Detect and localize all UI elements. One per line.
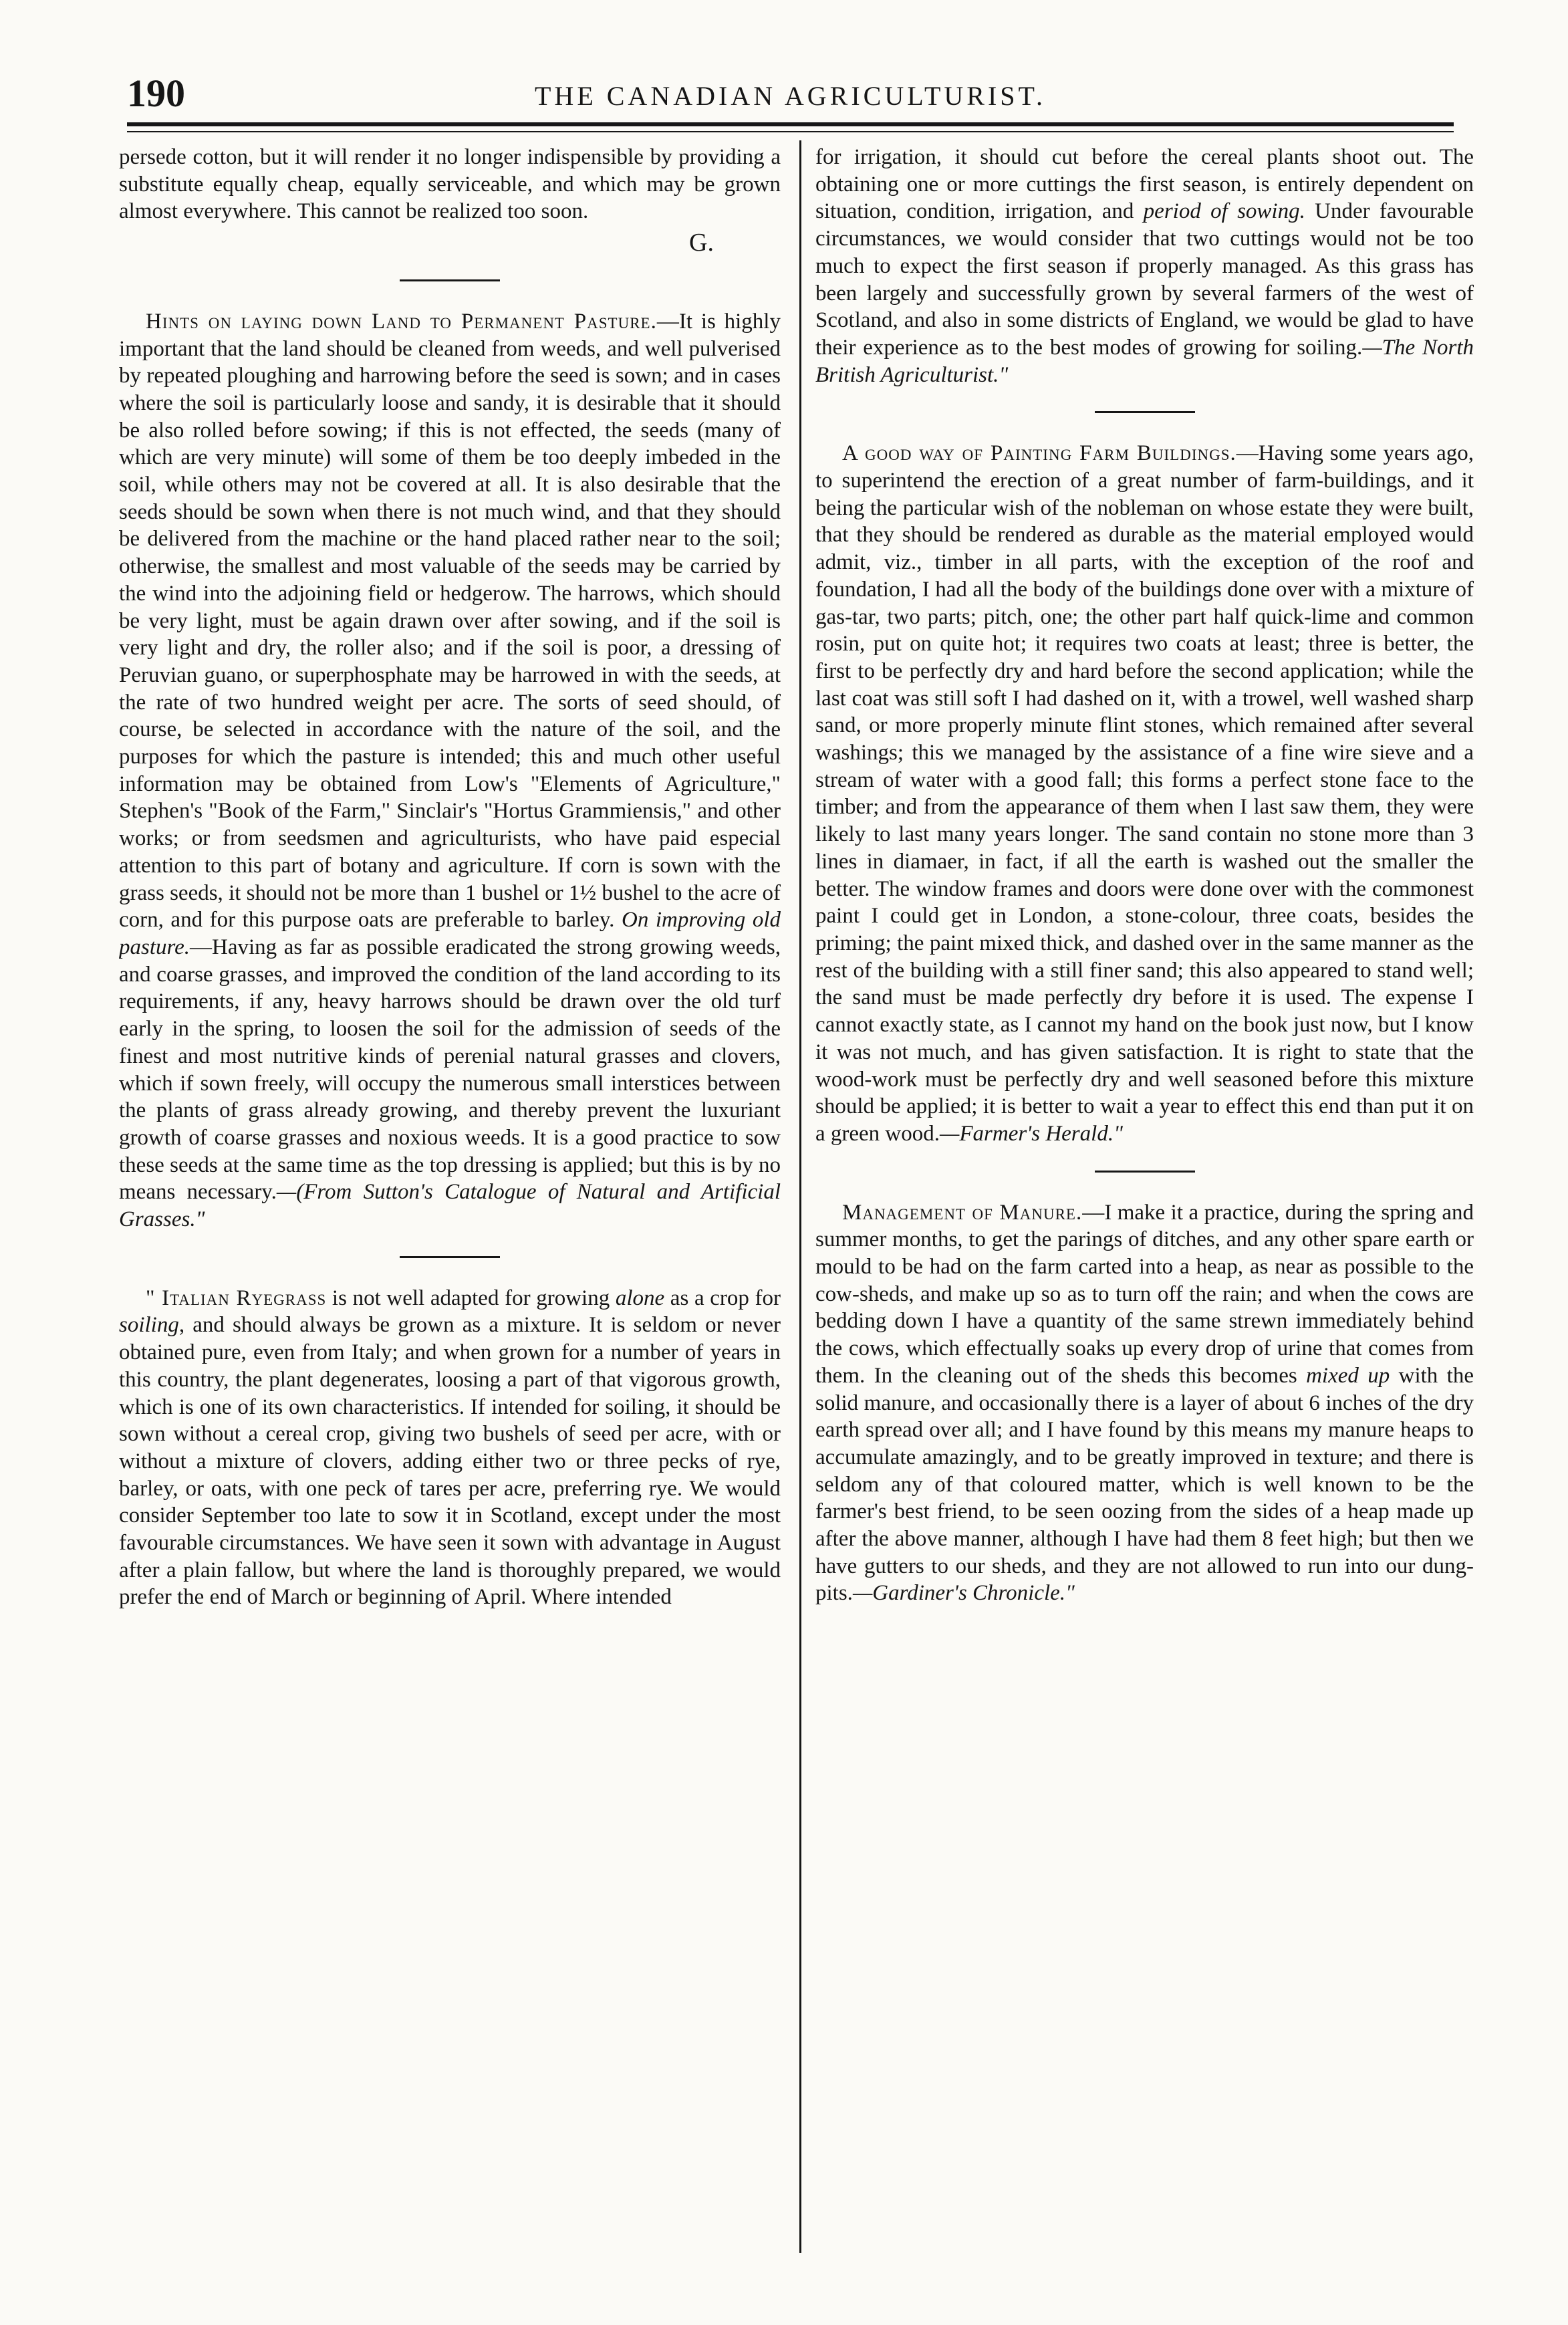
painting-source: —Farmer's Herald." (940, 1121, 1123, 1146)
cotton-continuation: persede cotton, but it will render it no longer indispensible by providing a substitute equally cheap, equally serviceable, and which may be grown almost everywhere. This cannot be realized too soon. (119, 145, 781, 224)
right-column (815, 144, 1474, 2263)
header-rule-thin (127, 131, 1454, 132)
page-number: 190 (127, 72, 185, 115)
pasture-source: —(From Sutton's Catalogue of Natural and Artificial Grasses." (119, 1180, 781, 1232)
painting-article (815, 440, 1474, 1147)
ryegrass-text: as a crop for (664, 1286, 781, 1310)
article-separator (1095, 1171, 1195, 1173)
ryegrass-emphasis: soiling (119, 1313, 179, 1338)
cotton-signature: G. (689, 229, 714, 257)
article-separator (400, 279, 500, 281)
manure-text: —I make it a practice, during the spring and summer months, to get the parings of ditches, and any other spare earth or mould to be had on the farm carted into a heap, as near as possible to the cow-sheds, and make up so as to turn off the rain; and when the cows are bedding down I have a quantity of the same strewn immediately behind the cows, which effectually soaks up every drop of urine that comes from them. In the cleaning out of the sheds this becomes (815, 1200, 1474, 1388)
manure-source: —Gardiner's Chronicle." (852, 1581, 1075, 1606)
pasture-body-2: —Having as far as possible eradicated the strong growing weeds, and coarse grasses, and improved the condition of the land according to its requirements, if any, heavy harrows should be drawn over the old turf early in the spring, to loosen the soil for the admission of seeds of the finest and most nutritive kinds of perenial natural grasses and clovers, which if sown freely, will occupy the numerous small interstices between the plants of grass already growing, and thereby prevent the luxuriant growth of coarse grasses and noxious weeds. It is a good practice to sow these seeds at the same time as the top dressing is applied; but this is by no means necessary. (119, 935, 781, 1205)
journal-title: THE CANADIAN AGRICULTURIST. (535, 81, 1046, 111)
article-separator (1095, 411, 1195, 413)
ryegrass-text: Under favourable circumstances, we would consider that two cuttings would not be too much to expect the first season if properly managed. As this grass has been largely and successfully grown by several farmers of the west of Scotland, and also in some districts of England, we would be glad to have their experience as to the best modes of growing for soiling. (815, 199, 1474, 360)
painting-heading: A good way of Painting Farm Buildings. (842, 441, 1236, 466)
header-rule-thick (127, 122, 1454, 126)
pasture-body: —It is highly important that the land should be cleaned from weeds, and well pulverised by repeated ploughing and harrowing before the seed is sown; and in cases where the soil is particularly loose and sandy, it is desirable that it should be also rolled before sowing; if this is not effected, the seeds (many of which are very minute) will some of them be too deeply imbeded in the soil, while others may not be covered at all. It is also desirable that the seeds should be sown when there is not much wind, and that they should be delivered from the machine or the hand placed rather near to the soil; otherwise, the smallest and most valuable of the seeds may be carried by the wind into the adjoining field or hedgerow. The harrows, which should be very light, must be again drawn over after sowing, and if the soil is very light and dry, the roller also; and if the soil is poor, a dressing of Peruvian guano, or superphosphate may be harrowed in with the seeds, at the rate of two hundred weight per acre. The sorts of seed should, of course, be selected in accordance with the nature of the soil, and the purposes for which the pasture is intended; this and much other useful information may be obtained from Low's "Elements of Agriculture," Stephen's "Book of the Farm," Sinclair's "Hortus Grammiensis," and other works; or from seedsmen and agriculturists, who have paid especial attention to this part of botany and agriculture. If corn is sown with the grass seeds, it should not be more than 1 bushel or 1½ bushel to the acre of corn, and for this purpose oats are preferable to barley. (119, 309, 781, 933)
ryegrass-continuation (815, 144, 1474, 388)
manure-heading: Management of Manure. (842, 1200, 1083, 1225)
ryegrass-text: , and should always be grown as a mixture. It is seldom or never obtained pure, even from Italy; and when grown for a number of years in this country, the plant degenerates, loosing a part of that vigorous growth, which is one of its own characteristics. If intended for soiling, it should be sown without a cereal crop, giving two bushels of seed per acre, with or without a mixture of clovers, adding either two or three pecks of rye, barley, or oats, with one peck of tares per acre, preferring rye. We would consider September too late to sow it in Scotland, except under the most favourable circumstances. We have seen it sown with advantage in August after a plain fallow, but where the land is thoroughly prepared, we would prefer the end of March or beginning of April. Where intended (119, 1313, 781, 1610)
manure-article (815, 1199, 1474, 1608)
left-column (119, 144, 781, 2263)
ryegrass-article (119, 1285, 781, 1611)
ryegrass-source: —The North British Agriculturist." (815, 335, 1474, 387)
ryegrass-emphasis: period of sowing. (1143, 199, 1305, 224)
ryegrass-emphasis: alone (615, 1286, 665, 1310)
ryegrass-heading: " Italian Ryegrass (146, 1286, 327, 1310)
column-divider (799, 140, 801, 2253)
pasture-heading: Hints on laying down Land to Permanent Pasture. (146, 309, 657, 334)
ryegrass-text: is not well adapted for growing (326, 1286, 616, 1310)
ryegrass-text: for irrigation, it should cut before the cereal plants shoot out. The obtaining one or more cuttings the first season, is entirely dependent on situation, condition, irrigation, and (815, 145, 1474, 224)
painting-body: —Having some years ago, to superintend the erection of a great number of farm-buildings, and it being the particular wish of the nobleman on whose estate they were built, that they should be rendered as durable as the material employed would admit, viz., timber in all parts, with the exception of the roof and foundation, I had all the body of the buildings done over with a mixture of gas-tar, two parts; pitch, one; the other part half quick-lime and common rosin, put on quite hot; it requires two coats at least; three is better, the first to be perfectly dry and hard before the second application; while the last coat was still soft I had dashed on it, with a trowel, well washed sharp sand, or more properly minute flint stones, which remained after several washings; this we managed by the assistance of a fine wire sieve and a stream of water with a good fall; this forms a perfect stone face to the timber; and from the appearance of them when I last saw them, they were likely to last many years longer. The sand contain no stone more than 3 lines in diamaer, in fact, if all the earth is washed out the smaller the better. The window frames and doors were done over with the commonest paint I could get in London, a stone-colour, three coats, besides the priming; the paint mixed thick, and dashed over in the same manner as the rest of the building with a still finer sand; this also appeared to stand well; the sand must be made perfectly dry before it is used. The expense I cannot exactly state, as I cannot my hand on the book just now, but I know it was not much, and has given satisfaction. It is right to state that the wood-work must be perfectly dry and well seasoned before this mixture should be applied; it is better to wait a year to effect this end than put it on a green wood. (815, 441, 1474, 1146)
article-separator (400, 1256, 500, 1258)
pasture-article (119, 308, 781, 1233)
pasture-subheading: On improving old pasture. (119, 908, 781, 959)
manure-text: with the solid manure, and occasionally there is a layer of about 6 inches of the dry earth spread over all; and I have found by this means my manure heaps to accumulate amazingly, and to be greatly improved in texture; and there is seldom any of that coloured matter, which is well known to be the farmer's best friend, to be seen oozing from the sides of a heap made up after the above manner, although I have had them 8 feet high; but then we have gutters to our sheds, and they are not allowed to run into our dung-pits. (815, 1363, 1474, 1606)
manure-emphasis: mixed up (1306, 1363, 1390, 1388)
page-header (127, 70, 1454, 117)
